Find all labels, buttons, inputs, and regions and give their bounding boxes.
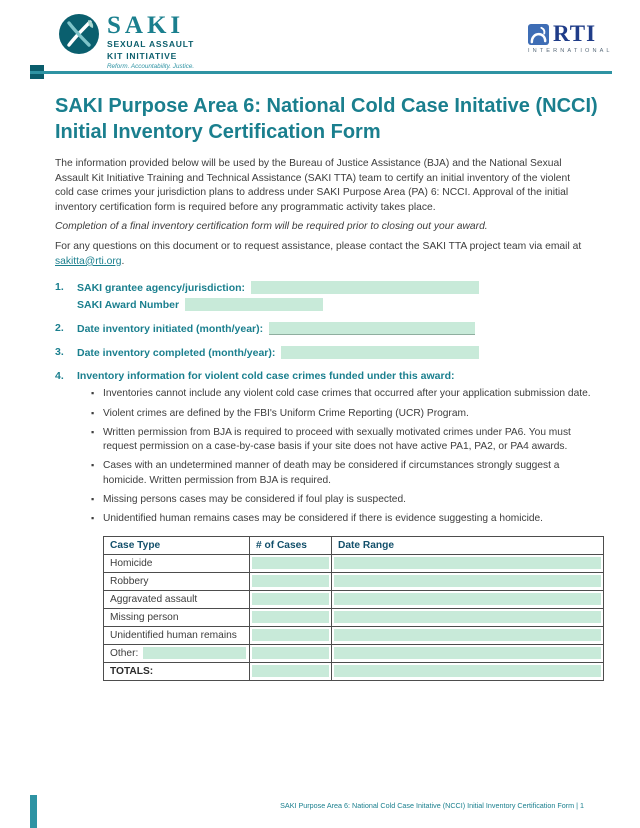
rti-swirl-icon bbox=[528, 24, 549, 45]
rti-logo-subtitle: INTERNATIONAL bbox=[528, 48, 613, 54]
page-title bbox=[55, 93, 598, 145]
footer-page-label: SAKI Purpose Area 6: National Cold Case Initative (NCCI) Initial Inventory Certification Form | 1 bbox=[280, 801, 584, 810]
bottom-accent-bar bbox=[30, 795, 37, 828]
date-completed-field[interactable] bbox=[281, 346, 479, 359]
remains-cases-field[interactable] bbox=[252, 629, 329, 641]
assault-cases-field[interactable] bbox=[252, 593, 329, 605]
saki-logo-name: SAKI bbox=[107, 12, 185, 39]
inventory-info-label: Inventory information for violent cold case crimes funded under this award: bbox=[77, 370, 455, 383]
grantee-jurisdiction-label: SAKI grantee agency/jurisdiction: bbox=[77, 281, 246, 294]
saki-logo-sub1: SEXUAL ASSAULT bbox=[107, 39, 195, 49]
form-item-4 bbox=[55, 370, 591, 680]
form-item-2 bbox=[55, 322, 587, 339]
bullet-ucr-definition: ▪ Violent crimes are defined by the FBI's Uniform Crime Reporting (UCR) Program. bbox=[91, 407, 604, 421]
table-header-row bbox=[104, 536, 604, 554]
contact-text-after: . bbox=[121, 255, 125, 267]
item-1-number: 1. bbox=[55, 281, 64, 294]
case-type-table bbox=[103, 536, 604, 681]
award-number-field[interactable] bbox=[185, 298, 323, 311]
header-num-cases: # of Cases bbox=[250, 536, 332, 554]
header-case-type: Case Type bbox=[104, 536, 250, 554]
final-inventory-note: Completion of a final inventory certification form will be required prior to closing out your award. bbox=[55, 221, 488, 233]
bullet-unidentified-remains: ▪ Unidentified human remains cases may be considered if there is evidence suggesting a homicide. bbox=[91, 512, 604, 526]
missing-cases-field[interactable] bbox=[252, 611, 329, 623]
case-type-label: Unidentified human remains bbox=[104, 626, 250, 644]
page-title-line1: SAKI Purpose Area 6: National Cold Case Initative (NCCI) bbox=[55, 95, 598, 117]
rti-logo-name: RTI bbox=[553, 21, 597, 47]
other-daterange-field[interactable] bbox=[334, 647, 601, 659]
case-type-label: Aggravated assault bbox=[104, 590, 250, 608]
date-initiated-field[interactable] bbox=[269, 322, 475, 335]
contact-paragraph bbox=[55, 240, 587, 269]
rti-logo bbox=[528, 21, 614, 54]
item-3-number: 3. bbox=[55, 346, 64, 359]
missing-daterange-field[interactable] bbox=[334, 611, 601, 623]
other-case-type-field[interactable] bbox=[143, 647, 246, 659]
intro-section bbox=[55, 157, 587, 269]
case-type-label: Robbery bbox=[104, 572, 250, 590]
item-4-number: 4. bbox=[55, 370, 64, 383]
intro-paragraph: The information provided below will be used by the Bureau of Justice Assistance (BJA) and the National Sexual Assault Kit Initiative Training and Technical Assistance (SAKI TTA) team to certify an initial inventory of the violent cold case crimes your jurisdiction plans to address under SAKI Purpose Area (PA) 6: NCCI. Approval of the initial inventory certification form is required before any programmatic activity takes place. bbox=[55, 158, 571, 213]
award-number-label: SAKI Award Number bbox=[77, 298, 180, 311]
grantee-jurisdiction-field[interactable] bbox=[251, 281, 479, 294]
inventory-rules-list bbox=[91, 387, 604, 526]
bullet-application-date: ▪ Inventories cannot include any violent cold case crimes that occurred after your application submission date. bbox=[91, 387, 604, 401]
table-row-aggravated-assault bbox=[104, 590, 604, 608]
saki-logo-text bbox=[107, 13, 194, 70]
homicide-daterange-field[interactable] bbox=[334, 557, 601, 569]
case-type-label: Missing person bbox=[104, 608, 250, 626]
assault-daterange-field[interactable] bbox=[334, 593, 601, 605]
table-row-missing-person bbox=[104, 608, 604, 626]
numbered-list bbox=[55, 281, 591, 680]
bullet-missing-persons: ▪ Missing persons cases may be considered if foul play is suspected. bbox=[91, 493, 604, 507]
contact-text-before: For any questions on this document or to request assistance, please contact the SAKI TTA project team via email at bbox=[55, 241, 582, 253]
saki-logo bbox=[58, 13, 194, 70]
bullet-bja-permission: ▪ Written permission from BJA is required to proceed with sexually motivated crimes under PA6. You must request permission on a case-by-case basis if your site does not have active PA1, PA2, or PA4 awards. bbox=[91, 426, 604, 455]
saki-ribbon-icon bbox=[58, 13, 100, 55]
table-row-robbery bbox=[104, 572, 604, 590]
other-cases-field[interactable] bbox=[252, 647, 329, 659]
header-date-range: Date Range bbox=[332, 536, 604, 554]
remains-daterange-field[interactable] bbox=[334, 629, 601, 641]
table-row-other bbox=[104, 644, 604, 662]
bullet-undetermined-death: ▪ Cases with an undetermined manner of death may be considered if circumstances strongly suggest a homicide. Written permission from BJA is required. bbox=[91, 459, 604, 488]
case-type-label: Other: bbox=[110, 647, 139, 659]
form-item-1 bbox=[55, 281, 587, 315]
date-initiated-label: Date inventory initiated (month/year): bbox=[77, 322, 264, 335]
sakitta-email-link[interactable]: sakitta@rti.org bbox=[55, 255, 122, 267]
totals-cases-field[interactable] bbox=[252, 665, 329, 677]
case-type-label: Homicide bbox=[104, 554, 250, 572]
robbery-daterange-field[interactable] bbox=[334, 575, 601, 587]
document-body bbox=[55, 93, 598, 688]
totals-daterange-field[interactable] bbox=[334, 665, 601, 677]
top-rule bbox=[30, 71, 612, 74]
form-item-3 bbox=[55, 346, 587, 363]
table-row-totals bbox=[104, 662, 604, 680]
saki-logo-tagline: Reform. Accountability. Justice. bbox=[107, 63, 195, 71]
page-title-line2: Initial Inventory Certification Form bbox=[55, 121, 381, 143]
robbery-cases-field[interactable] bbox=[252, 575, 329, 587]
homicide-cases-field[interactable] bbox=[252, 557, 329, 569]
table-row-unidentified-remains bbox=[104, 626, 604, 644]
date-completed-label: Date inventory completed (month/year): bbox=[77, 346, 276, 359]
item-2-number: 2. bbox=[55, 322, 64, 335]
table-row-homicide bbox=[104, 554, 604, 572]
saki-logo-sub2: KIT INITIATIVE bbox=[107, 50, 178, 61]
totals-label: TOTALS: bbox=[104, 662, 250, 680]
